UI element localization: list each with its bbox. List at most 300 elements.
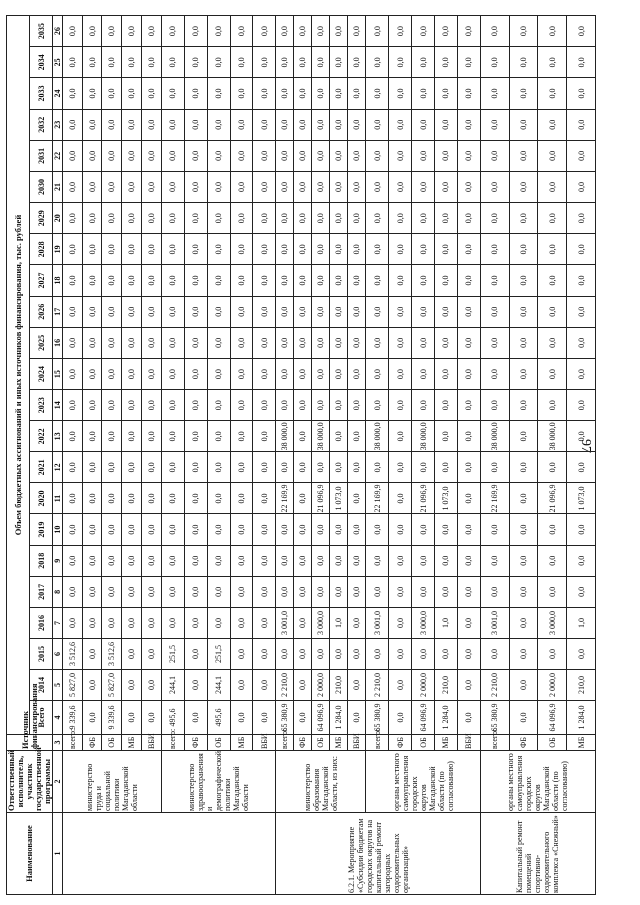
year-value-cell: 0,0 bbox=[82, 576, 102, 607]
source-cell: всего: bbox=[276, 735, 294, 751]
year-value-cell: 0,0 bbox=[102, 514, 122, 545]
year-value-cell: 0,0 bbox=[207, 358, 230, 389]
year-value-cell: 0,0 bbox=[509, 483, 538, 514]
year-value-cell: 0,0 bbox=[294, 234, 312, 265]
source-cell: ФБ bbox=[184, 735, 207, 751]
year-value-cell: 0,0 bbox=[141, 265, 161, 296]
year-value-cell: 5 827,0 bbox=[102, 670, 122, 701]
year-value-cell: 0,0 bbox=[82, 514, 102, 545]
year-value-cell: 0,0 bbox=[102, 78, 122, 109]
year-value-cell: 0,0 bbox=[480, 452, 509, 483]
header-responsible: Ответственный исполнитель, участник государственной программы bbox=[6, 747, 52, 811]
year-value-cell: 0,0 bbox=[122, 608, 142, 639]
year-value-cell: 0,0 bbox=[509, 109, 538, 140]
year-value-cell: 0,0 bbox=[567, 327, 596, 358]
column-index-cell: 3 bbox=[53, 735, 63, 751]
year-value-cell: 0,0 bbox=[480, 327, 509, 358]
year-value-cell: 0,0 bbox=[435, 390, 458, 421]
year-value-cell: 3 000,0 bbox=[412, 608, 435, 639]
year-value-cell: 0,0 bbox=[207, 452, 230, 483]
year-value-cell: 0,0 bbox=[538, 514, 567, 545]
year-value-cell: 0,0 bbox=[63, 514, 83, 545]
year-value-cell: 0,0 bbox=[389, 421, 412, 452]
year-value-cell: 0,0 bbox=[389, 545, 412, 576]
year-value-cell: 0,0 bbox=[312, 390, 330, 421]
year-value-cell: 0,0 bbox=[538, 265, 567, 296]
column-index-cell: 21 bbox=[53, 171, 63, 202]
year-value-cell: 22 169,9 bbox=[366, 483, 389, 514]
year-value-cell: 0,0 bbox=[276, 234, 294, 265]
column-index-row bbox=[53, 16, 63, 895]
year-value-cell: 0,0 bbox=[480, 358, 509, 389]
year-value-cell: 0,0 bbox=[567, 47, 596, 78]
year-value-cell: 0,0 bbox=[207, 608, 230, 639]
year-value-cell: 0,0 bbox=[161, 421, 184, 452]
year-value-cell: 0,0 bbox=[435, 358, 458, 389]
year-value-cell: 0,0 bbox=[207, 78, 230, 109]
year-value-cell: 3 512,6 bbox=[63, 639, 83, 670]
year-value-cell: 0,0 bbox=[122, 327, 142, 358]
column-index-cell: 26 bbox=[53, 16, 63, 47]
year-value-cell: 0,0 bbox=[412, 358, 435, 389]
total-cell: 495,6 bbox=[207, 701, 230, 735]
year-value-cell: 0,0 bbox=[276, 47, 294, 78]
year-value-cell: 0,0 bbox=[412, 140, 435, 171]
year-value-cell: 0,0 bbox=[63, 545, 83, 576]
year-value-cell: 0,0 bbox=[509, 608, 538, 639]
year-value-cell: 0,0 bbox=[253, 358, 276, 389]
source-cell: всего: bbox=[63, 735, 83, 751]
year-value-cell: 0,0 bbox=[457, 639, 480, 670]
header-year: 2026 bbox=[30, 296, 53, 327]
year-value-cell: 0,0 bbox=[253, 514, 276, 545]
year-value-cell: 0,0 bbox=[294, 483, 312, 514]
header-total: Всего bbox=[30, 701, 53, 735]
year-value-cell: 0,0 bbox=[389, 296, 412, 327]
year-value-cell: 0,0 bbox=[141, 358, 161, 389]
year-value-cell: 0,0 bbox=[389, 234, 412, 265]
year-value-cell: 0,0 bbox=[366, 576, 389, 607]
column-index-cell: 23 bbox=[53, 109, 63, 140]
column-index-cell: 9 bbox=[53, 545, 63, 576]
year-value-cell: 0,0 bbox=[348, 78, 366, 109]
year-value-cell: 0,0 bbox=[122, 514, 142, 545]
total-cell: 0,0 bbox=[184, 701, 207, 735]
year-value-cell: 0,0 bbox=[122, 296, 142, 327]
table-row bbox=[480, 16, 509, 895]
header-year: 2015 bbox=[30, 639, 53, 670]
year-value-cell: 0,0 bbox=[184, 234, 207, 265]
year-value-cell: 0,0 bbox=[230, 171, 253, 202]
year-value-cell: 0,0 bbox=[312, 576, 330, 607]
year-value-cell: 0,0 bbox=[348, 452, 366, 483]
year-value-cell: 0,0 bbox=[366, 296, 389, 327]
year-value-cell: 0,0 bbox=[122, 109, 142, 140]
year-value-cell: 0,0 bbox=[230, 639, 253, 670]
year-value-cell: 0,0 bbox=[366, 109, 389, 140]
year-value-cell: 2 000,0 bbox=[312, 670, 330, 701]
year-value-cell: 0,0 bbox=[63, 296, 83, 327]
year-value-cell: 0,0 bbox=[184, 358, 207, 389]
year-value-cell: 0,0 bbox=[366, 265, 389, 296]
year-value-cell: 38 000,0 bbox=[366, 421, 389, 452]
year-value-cell: 0,0 bbox=[102, 109, 122, 140]
year-value-cell: 0,0 bbox=[480, 140, 509, 171]
year-value-cell: 0,0 bbox=[102, 203, 122, 234]
year-value-cell: 0,0 bbox=[457, 140, 480, 171]
year-value-cell: 0,0 bbox=[389, 109, 412, 140]
year-value-cell: 0,0 bbox=[366, 234, 389, 265]
year-value-cell: 0,0 bbox=[102, 16, 122, 47]
year-value-cell: 0,0 bbox=[122, 639, 142, 670]
year-value-cell: 0,0 bbox=[102, 358, 122, 389]
column-index-cell: 8 bbox=[53, 576, 63, 607]
year-value-cell: 0,0 bbox=[457, 670, 480, 701]
year-value-cell: 3 000,0 bbox=[312, 608, 330, 639]
header-year: 2023 bbox=[30, 390, 53, 421]
year-value-cell: 0,0 bbox=[161, 140, 184, 171]
year-value-cell: 38 000,0 bbox=[480, 421, 509, 452]
total-cell: 0,0 bbox=[509, 701, 538, 735]
year-value-cell: 0,0 bbox=[538, 452, 567, 483]
year-value-cell: 0,0 bbox=[389, 452, 412, 483]
year-value-cell: 0,0 bbox=[538, 109, 567, 140]
year-value-cell: 0,0 bbox=[348, 296, 366, 327]
year-value-cell: 0,0 bbox=[253, 78, 276, 109]
year-value-cell: 0,0 bbox=[276, 514, 294, 545]
year-value-cell: 0,0 bbox=[230, 576, 253, 607]
header-year: 2020 bbox=[30, 483, 53, 514]
year-value-cell: 0,0 bbox=[102, 483, 122, 514]
year-value-cell: 0,0 bbox=[253, 327, 276, 358]
year-value-cell: 0,0 bbox=[184, 576, 207, 607]
year-value-cell: 0,0 bbox=[161, 171, 184, 202]
year-value-cell: 0,0 bbox=[122, 358, 142, 389]
year-value-cell: 0,0 bbox=[184, 109, 207, 140]
year-value-cell: 0,0 bbox=[567, 639, 596, 670]
year-value-cell: 0,0 bbox=[294, 545, 312, 576]
year-value-cell: 0,0 bbox=[122, 47, 142, 78]
column-index-cell: 11 bbox=[53, 483, 63, 514]
column-index-cell: 18 bbox=[53, 265, 63, 296]
year-value-cell: 0,0 bbox=[312, 16, 330, 47]
year-value-cell: 0,0 bbox=[435, 421, 458, 452]
year-value-cell: 0,0 bbox=[122, 16, 142, 47]
year-value-cell: 0,0 bbox=[366, 78, 389, 109]
year-value-cell: 0,0 bbox=[184, 203, 207, 234]
year-value-cell: 0,0 bbox=[330, 514, 348, 545]
year-value-cell: 0,0 bbox=[509, 514, 538, 545]
year-value-cell: 0,0 bbox=[276, 296, 294, 327]
year-value-cell: 0,0 bbox=[480, 234, 509, 265]
year-value-cell: 0,0 bbox=[312, 545, 330, 576]
year-value-cell: 0,0 bbox=[63, 140, 83, 171]
year-value-cell: 0,0 bbox=[141, 140, 161, 171]
header-year: 2024 bbox=[30, 358, 53, 389]
year-value-cell: 0,0 bbox=[294, 78, 312, 109]
year-value-cell: 21 096,9 bbox=[412, 483, 435, 514]
year-value-cell: 0,0 bbox=[366, 639, 389, 670]
year-value-cell: 0,0 bbox=[538, 545, 567, 576]
year-value-cell: 251,5 bbox=[207, 639, 230, 670]
year-value-cell: 0,0 bbox=[389, 47, 412, 78]
year-value-cell: 0,0 bbox=[567, 203, 596, 234]
year-value-cell: 0,0 bbox=[141, 390, 161, 421]
year-value-cell: 0,0 bbox=[509, 639, 538, 670]
year-value-cell: 0,0 bbox=[330, 390, 348, 421]
year-value-cell: 0,0 bbox=[294, 576, 312, 607]
year-value-cell: 0,0 bbox=[82, 452, 102, 483]
year-value-cell: 0,0 bbox=[389, 171, 412, 202]
year-value-cell: 0,0 bbox=[294, 670, 312, 701]
year-value-cell: 2 210,0 bbox=[480, 670, 509, 701]
total-cell: 64 096,9 bbox=[538, 701, 567, 735]
year-value-cell: 0,0 bbox=[435, 327, 458, 358]
year-value-cell: 0,0 bbox=[509, 296, 538, 327]
year-value-cell: 0,0 bbox=[141, 234, 161, 265]
year-value-cell: 2 210,0 bbox=[276, 670, 294, 701]
source-cell: МБ bbox=[230, 735, 253, 751]
year-value-cell: 0,0 bbox=[538, 390, 567, 421]
year-value-cell: 0,0 bbox=[122, 421, 142, 452]
year-value-cell: 0,0 bbox=[330, 296, 348, 327]
source-cell: ОБ bbox=[412, 735, 435, 751]
year-value-cell: 0,0 bbox=[412, 390, 435, 421]
year-value-cell: 0,0 bbox=[122, 234, 142, 265]
year-value-cell: 0,0 bbox=[435, 109, 458, 140]
year-value-cell: 0,0 bbox=[184, 639, 207, 670]
year-value-cell: 0,0 bbox=[230, 109, 253, 140]
year-value-cell: 0,0 bbox=[82, 390, 102, 421]
source-cell: ФБ bbox=[82, 735, 102, 751]
year-value-cell: 0,0 bbox=[457, 265, 480, 296]
year-value-cell: 21 096,9 bbox=[312, 483, 330, 514]
year-value-cell: 1 073,0 bbox=[567, 483, 596, 514]
column-index-cell: 10 bbox=[53, 514, 63, 545]
year-value-cell: 0,0 bbox=[348, 16, 366, 47]
year-value-cell: 0,0 bbox=[141, 576, 161, 607]
year-value-cell: 0,0 bbox=[102, 171, 122, 202]
year-value-cell: 0,0 bbox=[207, 140, 230, 171]
year-value-cell: 0,0 bbox=[207, 421, 230, 452]
source-cell: ВБИ bbox=[141, 735, 161, 751]
year-value-cell: 0,0 bbox=[366, 327, 389, 358]
year-value-cell: 0,0 bbox=[82, 296, 102, 327]
year-value-cell: 0,0 bbox=[312, 296, 330, 327]
year-value-cell: 0,0 bbox=[63, 203, 83, 234]
year-value-cell: 0,0 bbox=[567, 78, 596, 109]
year-value-cell: 0,0 bbox=[230, 78, 253, 109]
year-value-cell: 0,0 bbox=[122, 265, 142, 296]
year-value-cell: 0,0 bbox=[207, 16, 230, 47]
year-value-cell: 0,0 bbox=[253, 203, 276, 234]
header-year: 2017 bbox=[30, 576, 53, 607]
year-value-cell: 0,0 bbox=[509, 327, 538, 358]
year-value-cell: 0,0 bbox=[230, 296, 253, 327]
year-value-cell: 0,0 bbox=[102, 327, 122, 358]
year-value-cell: 0,0 bbox=[276, 358, 294, 389]
header-year: 2021 bbox=[30, 452, 53, 483]
year-value-cell: 0,0 bbox=[253, 608, 276, 639]
year-value-cell: 0,0 bbox=[141, 171, 161, 202]
year-value-cell: 0,0 bbox=[184, 265, 207, 296]
year-value-cell: 1 073,0 bbox=[435, 483, 458, 514]
year-value-cell: 0,0 bbox=[348, 234, 366, 265]
year-value-cell: 0,0 bbox=[161, 296, 184, 327]
year-value-cell: 0,0 bbox=[330, 16, 348, 47]
year-value-cell: 0,0 bbox=[348, 390, 366, 421]
year-value-cell: 0,0 bbox=[276, 140, 294, 171]
total-cell: 0,0 bbox=[253, 701, 276, 735]
activity-name-cell: 6.2.1. Мероприятие «Субсидии бюджетам городских округов на капитальный ремонт загородных оздоровительных организаций» bbox=[276, 813, 480, 895]
year-value-cell: 0,0 bbox=[184, 16, 207, 47]
year-value-cell: 22 169,9 bbox=[480, 483, 509, 514]
year-value-cell: 0,0 bbox=[567, 16, 596, 47]
year-value-cell: 0,0 bbox=[184, 327, 207, 358]
year-value-cell: 0,0 bbox=[294, 358, 312, 389]
header-year: 2035 bbox=[30, 16, 53, 47]
header-year: 2022 bbox=[30, 421, 53, 452]
year-value-cell: 0,0 bbox=[294, 421, 312, 452]
year-value-cell: 0,0 bbox=[509, 670, 538, 701]
year-value-cell: 0,0 bbox=[348, 514, 366, 545]
year-value-cell: 3 512,6 bbox=[102, 639, 122, 670]
year-value-cell: 0,0 bbox=[389, 358, 412, 389]
year-value-cell: 0,0 bbox=[253, 390, 276, 421]
year-value-cell: 0,0 bbox=[161, 390, 184, 421]
year-value-cell: 0,0 bbox=[435, 171, 458, 202]
year-value-cell: 0,0 bbox=[538, 78, 567, 109]
year-value-cell: 0,0 bbox=[389, 670, 412, 701]
year-value-cell: 0,0 bbox=[276, 203, 294, 234]
year-value-cell: 0,0 bbox=[82, 670, 102, 701]
total-cell: 0,0 bbox=[389, 701, 412, 735]
year-value-cell: 0,0 bbox=[348, 670, 366, 701]
year-value-cell: 0,0 bbox=[389, 265, 412, 296]
year-value-cell: 0,0 bbox=[82, 109, 102, 140]
year-value-cell: 0,0 bbox=[538, 140, 567, 171]
total-cell: 64 096,9 bbox=[412, 701, 435, 735]
year-value-cell: 0,0 bbox=[253, 545, 276, 576]
year-value-cell: 0,0 bbox=[141, 16, 161, 47]
year-value-cell: 0,0 bbox=[294, 639, 312, 670]
year-value-cell: 0,0 bbox=[141, 514, 161, 545]
year-value-cell: 0,0 bbox=[141, 545, 161, 576]
year-value-cell: 0,0 bbox=[253, 483, 276, 514]
source-cell: всего: bbox=[161, 735, 184, 751]
year-value-cell: 0,0 bbox=[82, 639, 102, 670]
year-value-cell: 0,0 bbox=[412, 576, 435, 607]
year-value-cell: 0,0 bbox=[141, 78, 161, 109]
year-value-cell: 0,0 bbox=[184, 514, 207, 545]
year-value-cell: 0,0 bbox=[230, 608, 253, 639]
year-value-cell: 0,0 bbox=[122, 171, 142, 202]
year-value-cell: 0,0 bbox=[312, 514, 330, 545]
year-value-cell: 3 001,0 bbox=[276, 608, 294, 639]
year-value-cell: 0,0 bbox=[82, 78, 102, 109]
year-value-cell: 0,0 bbox=[276, 78, 294, 109]
year-value-cell: 0,0 bbox=[567, 265, 596, 296]
header-source: Источник финансирования bbox=[7, 735, 53, 751]
header-year: 2014 bbox=[30, 670, 53, 701]
column-index-cell: 6 bbox=[53, 639, 63, 670]
year-value-cell: 0,0 bbox=[161, 483, 184, 514]
year-value-cell: 0,0 bbox=[141, 327, 161, 358]
year-value-cell: 0,0 bbox=[122, 140, 142, 171]
year-value-cell: 0,0 bbox=[509, 140, 538, 171]
year-value-cell: 0,0 bbox=[538, 203, 567, 234]
year-value-cell: 0,0 bbox=[184, 483, 207, 514]
year-value-cell: 0,0 bbox=[253, 576, 276, 607]
year-value-cell: 0,0 bbox=[389, 514, 412, 545]
year-value-cell: 0,0 bbox=[348, 327, 366, 358]
year-value-cell: 0,0 bbox=[389, 140, 412, 171]
year-value-cell: 0,0 bbox=[312, 639, 330, 670]
year-value-cell: 0,0 bbox=[102, 265, 122, 296]
year-value-cell: 0,0 bbox=[141, 296, 161, 327]
year-value-cell: 0,0 bbox=[63, 327, 83, 358]
year-value-cell: 0,0 bbox=[82, 140, 102, 171]
year-value-cell: 0,0 bbox=[294, 452, 312, 483]
year-value-cell: 38 000,0 bbox=[276, 421, 294, 452]
year-value-cell: 0,0 bbox=[457, 421, 480, 452]
year-value-cell: 0,0 bbox=[207, 390, 230, 421]
year-value-cell: 0,0 bbox=[480, 47, 509, 78]
year-value-cell: 0,0 bbox=[63, 358, 83, 389]
column-index-cell: 17 bbox=[53, 296, 63, 327]
year-value-cell: 0,0 bbox=[366, 16, 389, 47]
header-year: 2031 bbox=[30, 140, 53, 171]
total-cell: 495,6 bbox=[161, 701, 184, 735]
year-value-cell: 0,0 bbox=[348, 483, 366, 514]
year-value-cell: 0,0 bbox=[102, 545, 122, 576]
year-value-cell: 0,0 bbox=[509, 203, 538, 234]
year-value-cell: 0,0 bbox=[567, 545, 596, 576]
year-value-cell: 0,0 bbox=[348, 109, 366, 140]
year-value-cell: 0,0 bbox=[348, 203, 366, 234]
year-value-cell: 0,0 bbox=[230, 47, 253, 78]
column-index-cell: 14 bbox=[53, 390, 63, 421]
year-value-cell: 0,0 bbox=[312, 327, 330, 358]
year-value-cell: 0,0 bbox=[207, 576, 230, 607]
year-value-cell: 0,0 bbox=[538, 234, 567, 265]
source-cell: ВБИ bbox=[348, 735, 366, 751]
year-value-cell: 0,0 bbox=[538, 576, 567, 607]
year-value-cell: 0,0 bbox=[276, 390, 294, 421]
year-value-cell: 0,0 bbox=[141, 608, 161, 639]
year-value-cell: 0,0 bbox=[480, 203, 509, 234]
year-value-cell: 0,0 bbox=[102, 452, 122, 483]
year-value-cell: 0,0 bbox=[184, 171, 207, 202]
header-year: 2025 bbox=[30, 327, 53, 358]
year-value-cell: 0,0 bbox=[509, 78, 538, 109]
total-cell: 1 284,0 bbox=[567, 701, 596, 735]
year-value-cell: 0,0 bbox=[294, 16, 312, 47]
year-value-cell: 0,0 bbox=[82, 421, 102, 452]
year-value-cell: 0,0 bbox=[207, 109, 230, 140]
year-value-cell: 0,0 bbox=[567, 576, 596, 607]
year-value-cell: 0,0 bbox=[253, 421, 276, 452]
header-year: 2033 bbox=[30, 78, 53, 109]
year-value-cell: 0,0 bbox=[184, 421, 207, 452]
year-value-cell: 0,0 bbox=[276, 452, 294, 483]
year-value-cell: 0,0 bbox=[63, 265, 83, 296]
year-value-cell: 0,0 bbox=[312, 203, 330, 234]
source-cell: МБ bbox=[435, 735, 458, 751]
year-value-cell: 0,0 bbox=[230, 234, 253, 265]
year-value-cell: 0,0 bbox=[161, 576, 184, 607]
source-cell: ФБ bbox=[294, 735, 312, 751]
